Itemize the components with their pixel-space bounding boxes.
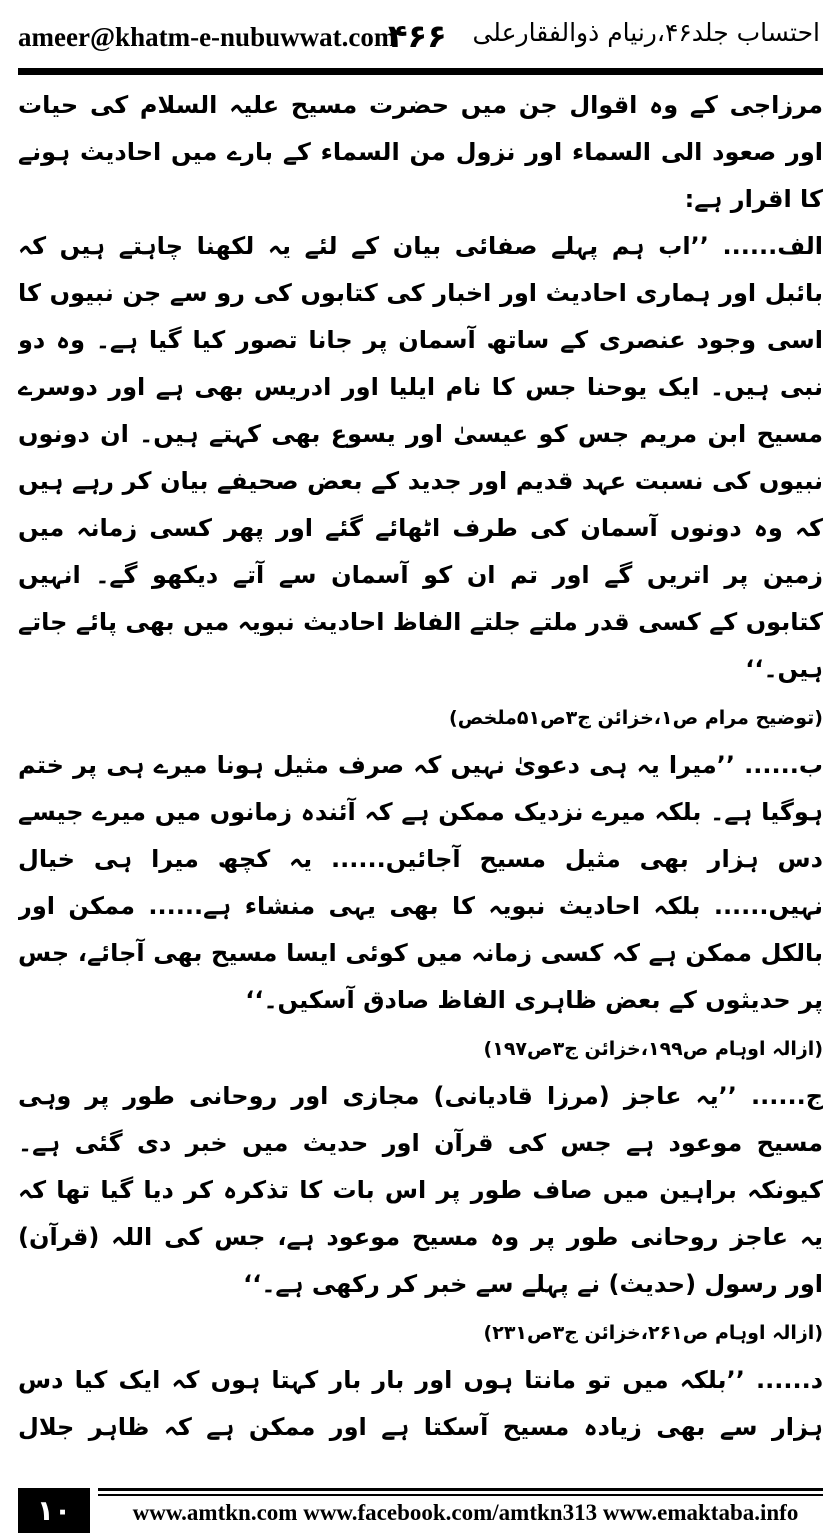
quote-be-reference: (ازالہ اوہام ص۱۹۹،خزائن ج۳ص۱۹۷): [483, 1038, 823, 1060]
page-footer: [18, 1488, 823, 1533]
header-rule: [18, 68, 823, 75]
quote-dal-body: ’’بلکہ میں تو مانتا ہوں اور بار بار کہتا ہوں کہ ایک کیا دس ہزار سے بھی زیادہ مسیح آسکتا ہے اور ممکن ہے کہ ظاہر جلال: [18, 1366, 823, 1441]
quote-jim-reference: (ازالہ اوہام ص۲۶۱،خزائن ج۳ص۲۳۱): [483, 1322, 823, 1344]
quote-jim-text: [18, 1073, 823, 1308]
book-title: احتساب جلد۴۶،رنیام ذوالفقارعلی: [472, 18, 820, 47]
quote-alif-reference: (توضیح مرام ص۱،خزائن ج۳ص۵۱ملخص): [449, 707, 823, 729]
quote-jim-label: ج......: [751, 1082, 823, 1110]
page-header: [0, 0, 840, 80]
quote-jim: [18, 1073, 823, 1357]
quote-alif-label: الف......: [722, 232, 823, 260]
email-address: ameer@khatm-e-nubuwwat.com: [18, 22, 397, 52]
quote-alif-body: ’’اب ہم پہلے صفائی بیان کے لئے یہ لکھنا چاہتے ہیں کہ بائبل اور ہماری احادیث اور اخبار کی کتابوں کی رو سے جن نبیوں کا اسی وجود عنصری کے ساتھ آسمان پر جانا تصور کیا گیا ہے۔ وہ دو نبی ہیں۔ ایک یوحنا جس کا نام ایلیا اور ادریس بھی ہے اور دوسرے مسیح ابن مریم جس کو عیسیٰ اور یسوع بھی کہتے ہیں۔ ان دونوں نبیوں کی نسبت عہد قدیم اور جدید کے بعض صحیفے بیان کر رہے ہیں کہ وہ دونوں آسمان کی طرف اٹھائے گئے اور پھر کسی زمانہ میں زمین پر اتریں گے اور تم ان کو آسمان سے آتے دیکھو گے۔ انہیں کتابوں کے کسی قدر ملتے جلتے الفاظ احادیث نبویہ میں بھی پائے جاتے ہیں۔‘‘: [18, 232, 823, 683]
page-number: ۴۶۶: [388, 17, 447, 55]
quote-jim-body: ’’یہ عاجز (مرزا قادیانی) مجازی اور روحانی طور پر وہی مسیح موعود ہے جس کی قرآن اور حدیث میں خبر دی گئی ہے۔ کیونکہ براہین میں صاف طور پر اس بات کا تذکرہ کر دیا گیا تھا کہ یہ عاجز روحانی طور پر وہ مسیح موعود ہے، جس کی اللہ (قرآن) اور رسول (حدیث) نے پہلے سے خبر کر رکھی ہے۔‘‘: [18, 1082, 823, 1298]
quote-alif: [18, 223, 823, 742]
quote-dal-label: د......: [755, 1366, 823, 1394]
quote-be-label: ب......: [744, 751, 823, 779]
quote-dal: [18, 1357, 823, 1457]
quote-alif-text: [18, 223, 823, 693]
quote-be-body: ’’میرا یہ ہی دعویٰ نہیں کہ صرف مثیل ہونا میرے ہی پر ختم ہوگیا ہے۔ بلکہ میرے نزدیک ممکن ہے کہ آئندہ زمانوں میں میرے جیسے دس ہزار بھی مثیل مسیح آجائیں...... یہ کچھ میرا ہی خیال نہیں...... بلکہ احادیث نبویہ کا بھی یہی منشاء ہے...... ممکن اور بالکل ممکن ہے کہ کسی زمانہ میں کوئی ایسا مسیح بھی آجائے، جس پر حدیثوں کے بعض ظاہری الفاظ صادق آسکیں۔‘‘: [18, 751, 823, 1014]
footer-rule: [98, 1488, 823, 1491]
quote-dal-text: [18, 1357, 823, 1457]
page-body: [18, 82, 823, 1457]
quote-be: [18, 742, 823, 1073]
footer-links[interactable]: www.amtkn.com www.facebook.com/amtkn313 www.emaktaba.info: [132, 1500, 799, 1525]
intro-paragraph: مرزاجی کے وہ اقوال جن میں حضرت مسیح علیہ السلام کی حیات اور صعود الی السماء اور نزول من السماء کے بارے میں احادیث ہونے کا اقرار ہے:: [18, 91, 823, 213]
footer-rule-second: [98, 1494, 823, 1496]
footer-page-box: ۱۰: [18, 1488, 90, 1533]
quote-be-text: [18, 742, 823, 1024]
